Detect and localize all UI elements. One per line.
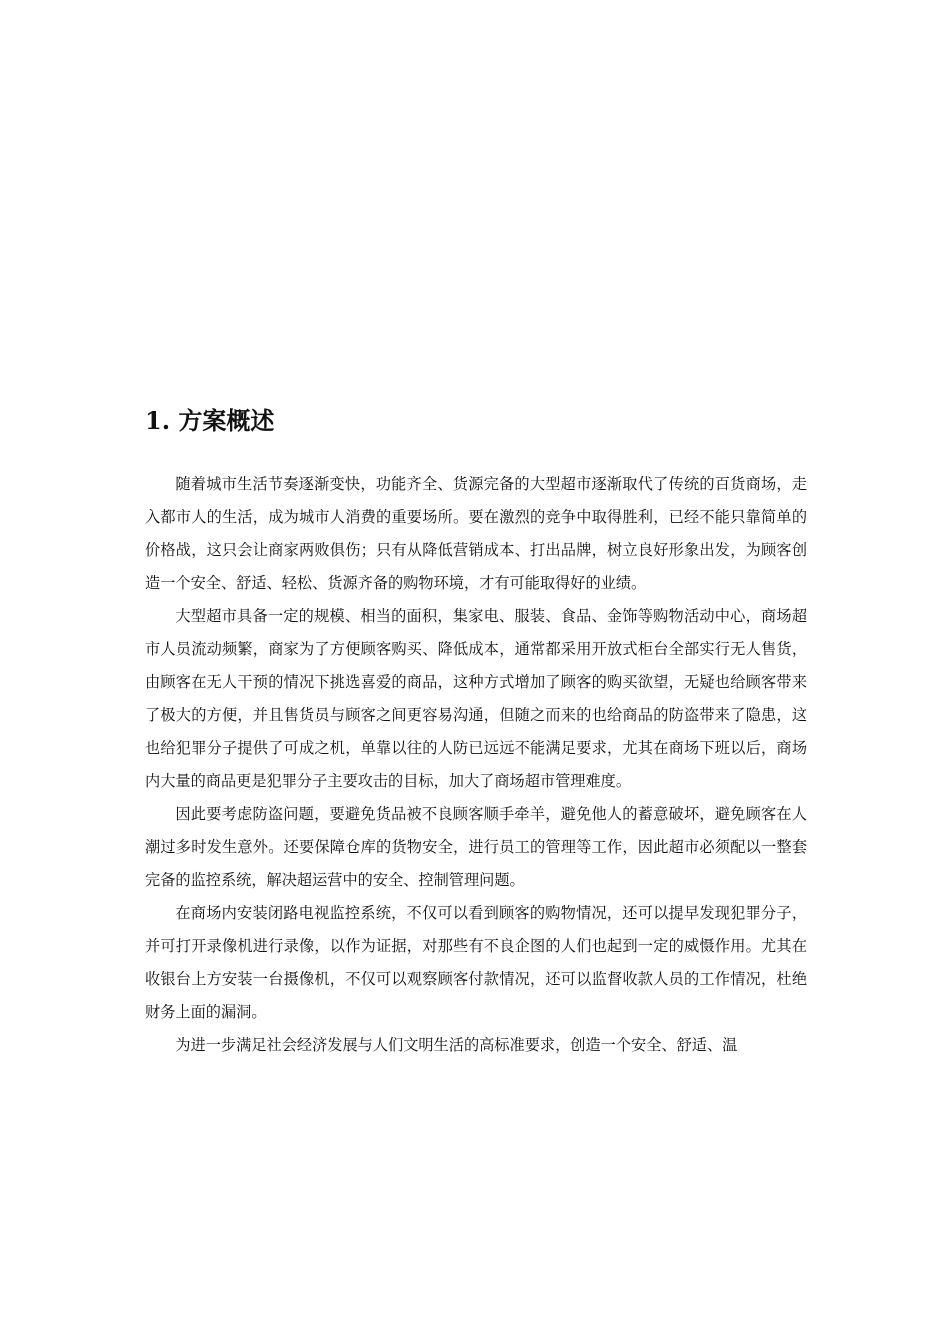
section-heading: 1. 方案概述: [145, 406, 275, 435]
paragraph-5: 为进一步满足社会经济发展与人们文明生活的高标准要求，创造一个安全、舒适、温: [175, 1036, 738, 1054]
paragraph-2: 大型超市具备一定的规模、相当的面积，集家电、服装、食品、金饰等购物活动中心，商场超市人员流动频繁，商家为了方便顾客购买、降低成本，通常都采用开放式柜台全部实行无人售货，由顾客在无人干预的情况下挑选喜爱的商品，这种方式增加了顾客的购买欲望，无疑也给顾客带来了极大的方便，并且售货员与顾客之间更容易沟通，但随之而来的也给商品的防盗带来了隐患，这也给犯罪分子提供了可成之机，单靠以往的人防已远远不能满足要求，尤其在商场下班以后，商场内大量的商品更是犯罪分子主要攻击的目标，加大了商场超市管理难度。: [145, 607, 807, 790]
paragraph-4: 在商场内安装闭路电视监控系统，不仅可以看到顾客的购物情况，还可以提早发现犯罪分子，并可打开录像机进行录像，以作为证据，对那些有不良企图的人们也起到一定的威慑作用。尤其在收银台上方安装一台摄像机，不仅可以观察顾客付款情况，还可以监督收款人员的工作情况，杜绝财务上面的漏洞。: [145, 904, 807, 1021]
paragraph-3: 因此要考虑防盗问题，要避免货品被不良顾客顺手牵羊，避免他人的蓄意破坏，避免顾客在人潮过多时发生意外。还要保障仓库的货物安全，进行员工的管理等工作，因此超市必须配以一整套完备的监控系统，解决超运营中的安全、控制管理问题。: [145, 805, 807, 889]
paragraph-1: 随着城市生活节奏逐渐变快，功能齐全、货源完备的大型超市逐渐取代了传统的百货商场，走入都市人的生活，成为城市人消费的重要场所。要在激烈的竞争中取得胜利，已经不能只靠简单的价格战，这只会让商家两败俱伤；只有从降低营销成本、打出品牌，树立良好形象出发，为顾客创造一个安全、舒适、轻松、货源齐备的购物环境，才有可能取得好的业绩。: [145, 475, 807, 592]
section-body: [145, 454, 807, 1062]
